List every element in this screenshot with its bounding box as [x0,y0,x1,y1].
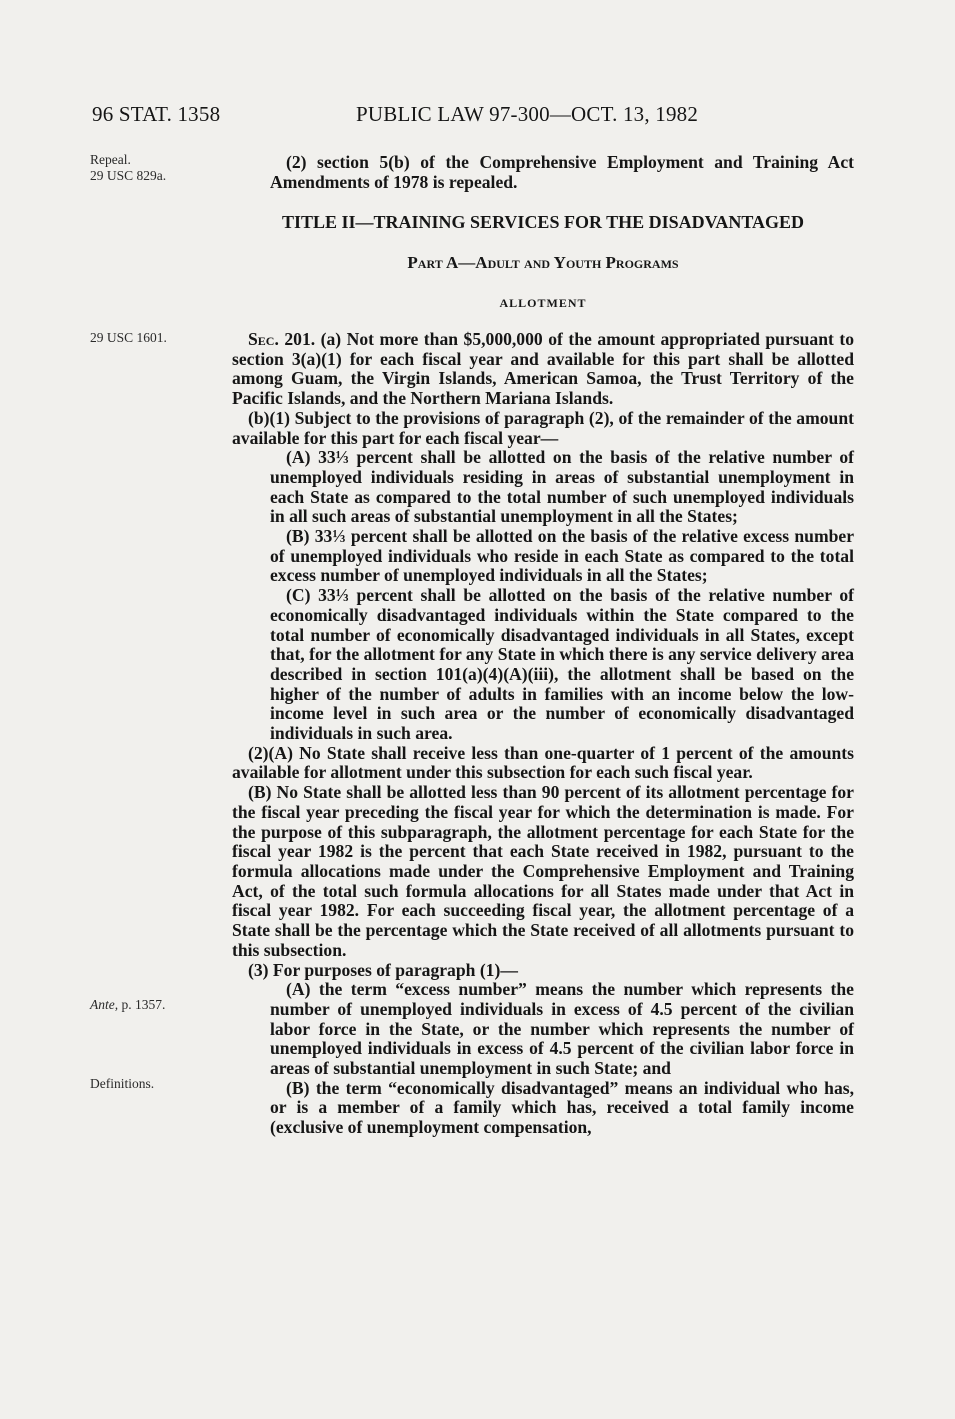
margin-note-repeal-label: Repeal. [90,152,131,167]
allotment-heading: ALLOTMENT [499,296,587,310]
section-201-body [232,330,854,1138]
public-law-header: PUBLIC LAW 97-300—OCT. 13, 1982 [356,102,699,126]
para-3A: (A) the term “excess number” means the number which represents the number of unemployed individuals in excess of 4.5 percent of the civilian labor force in the State, or the number which represents the number of unemployed individuals in excess of 4.5 percent of the civilian labor force in areas of substantial unemployment in such State; and [270,979,854,1079]
para-3: (3) For purposes of paragraph (1)— [248,959,518,980]
para-2B: (B) No State shall be allotted less than 90 percent of its allotment percentage for the fiscal year preceding the fiscal year for which the determination is made. For the purpose of this subparagraph, the allotment percentage for each State for the fiscal year 1982 is the percent that each State received in 1982, pursuant to the formula allocations made under the Comprehensive Employment and Training Act, of the total such formula allocations for all States made under that Act in fiscal year 1982. For each succeeding fiscal year, the allotment percentage of a State shall be the percentage which the State received of all allotments pursuant to this subsection. [232,782,854,960]
sec-label: Sec. [248,329,279,349]
para-3B: (B) the term “economically disadvantaged” means an individual who has, or is a member of a family which has, received a total family income (exclusive of unemployment compensation, [270,1077,854,1138]
para-b1-A: (A) 33⅓ percent shall be allotted on the basis of the relative number of unemployed individuals residing in areas of substantial unemployment in each State as compared to the total number of such unemployed individuals in all such areas of substantial unemployment in all the States; [270,447,854,527]
margin-note-usc1601: 29 USC 1601. [90,330,167,345]
margin-note-ante [90,997,165,1013]
para-2A: (2)(A) No State shall receive less than one-quarter of 1 percent of the amounts available for allotment under this subsection for each such fiscal year. [232,742,854,783]
stat-page-number: 96 STAT. 1358 [92,102,221,126]
para-b1-B: (B) 33⅓ percent shall be allotted on the basis of the relative excess number of unemployed individuals who reside in each State as compared to the total excess number of unemployed individuals in all the States; [270,526,854,586]
part-heading: Part A—Adult and Youth Programs [407,253,679,272]
repeal-paragraph [232,153,854,192]
para-sec201a [232,330,854,409]
margin-note-definitions: Definitions. [90,1076,155,1091]
margin-note-repeal [90,152,166,184]
para-b1: (b)(1) Subject to the provisions of paragraph (2), of the remainder of the amount available for this part for each fiscal year— [232,407,854,448]
para-sec201a-text: 201. (a) Not more than $5,000,000 of the amount appropriated pursuant to section 3(a)(1) for each fiscal year and available for this part shall be allotted among Guam, the Virgin Islands, American Samoa, the Trust Territory of the Pacific Islands, and the Northern Mariana Islands. [232,329,854,409]
para-b1-C: (C) 33⅓ percent shall be allotted on the basis of the relative number of economically disadvantaged individuals within the State compared to the total number of economically disadvantaged individuals in all States, except that, for the allotment for any State in which there is any service delivery area described in section 101(a)(4)(A)(iii), the allotment shall be based on the higher of the number of adults in families with an income below the low-income level in such area or the number of economically disadvantaged individuals in such area. [270,585,854,744]
margin-note-repeal-citation: 29 USC 829a. [90,168,167,183]
margin-note-ante-page: p. 1357. [118,997,166,1012]
para-repeal: (2) section 5(b) of the Comprehensive Employment and Training Act Amendments of 1978 is repealed. [270,152,854,192]
title-heading: TITLE II—TRAINING SERVICES FOR THE DISADVANTAGED [282,212,804,232]
margin-note-ante-italic: Ante, [90,997,119,1012]
